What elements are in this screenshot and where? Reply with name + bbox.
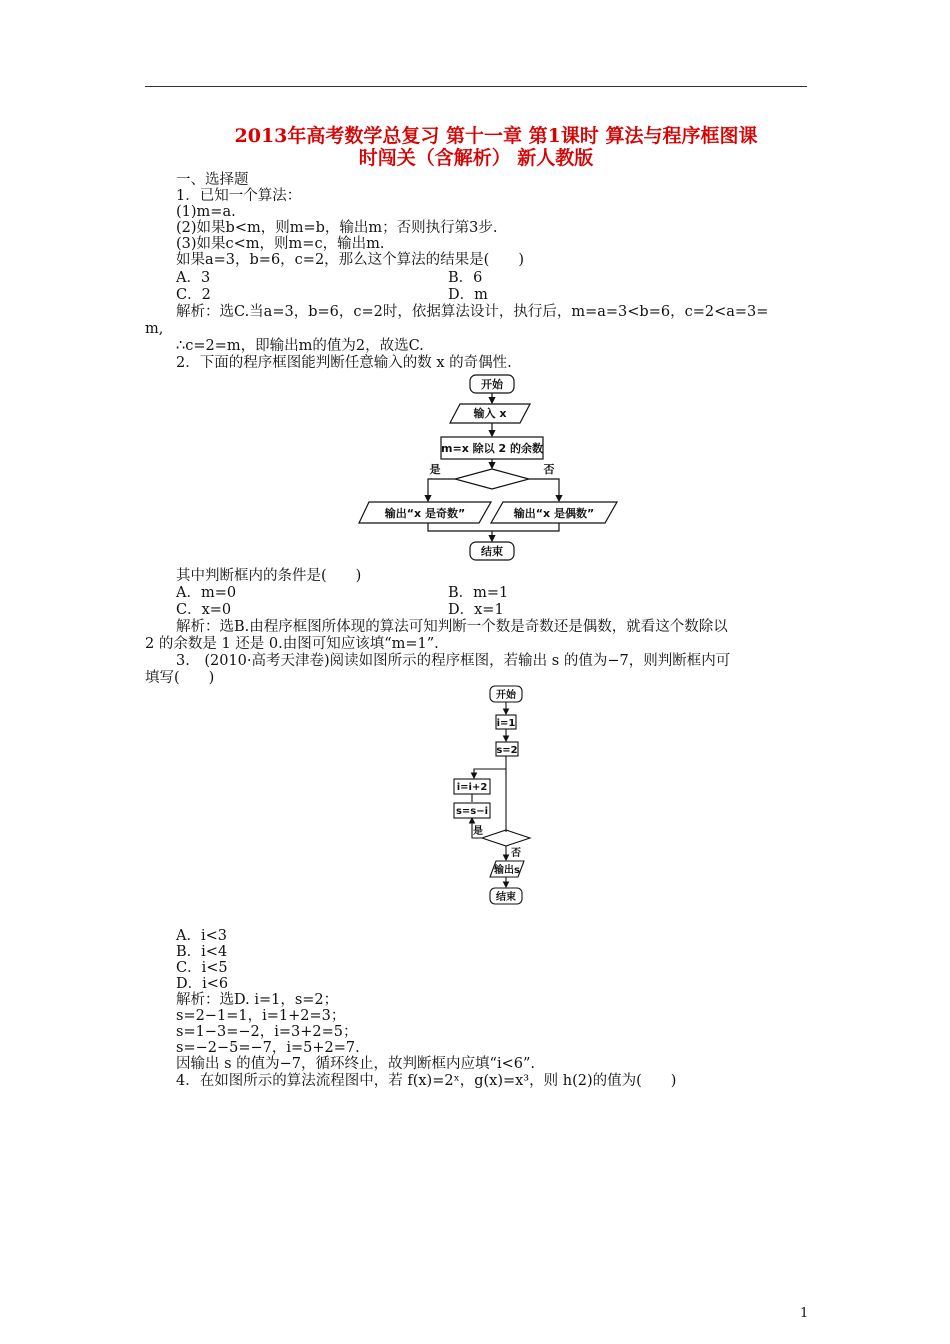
q1-step1: (1)m=a. (176, 204, 236, 220)
q3-update-i-label: i=i+2 (456, 782, 488, 793)
q1-stem: 1．已知一个算法： (176, 188, 302, 204)
q2-output-even-label: 输出“x 是偶数” (513, 507, 595, 520)
q3-start-label: 开始 (496, 690, 516, 701)
q3-no-label: 否 (511, 848, 521, 859)
q2-flowchart (355, 371, 625, 563)
q2-no-label: 否 (543, 463, 555, 476)
q2-analysis-2: 2 的余数是 1 还是 0.由图可知应该填“m=1”. (145, 636, 439, 652)
q1-step2: (2)如果b<m，则m=b，输出m；否则执行第3步. (176, 220, 498, 236)
q2-yes-label: 是 (429, 463, 441, 476)
q3-option-b: B．i<4 (176, 944, 228, 960)
q4-stem: 4．在如图所示的算法流程图中，若 f(x)=2ˣ，g(x)=x³，则 h(2)的值为( ) (176, 1073, 677, 1089)
q3-flowchart (440, 684, 550, 910)
q2-question: 其中判断框内的条件是( ) (176, 568, 362, 584)
q3-analysis-1: 解析：选D. i=1，s=2； (176, 992, 339, 1008)
q2-end-label: 结束 (481, 545, 503, 558)
header-rule (145, 86, 807, 87)
q1-option-b: B．6 (448, 270, 483, 286)
q1-option-c: C．2 (176, 287, 211, 303)
q3-analysis-5: 因输出 s 的值为−7，循环终止，故判断框内应填“i<6”. (176, 1056, 535, 1072)
q3-decision-diamond (482, 830, 530, 846)
section-heading: 一、选择题 (176, 172, 249, 188)
q3-analysis-3: s=1−3=−2，i=3+2=5； (176, 1024, 358, 1040)
q3-output-label: 输出s (494, 865, 520, 876)
q1-option-d: D．m (448, 287, 488, 303)
q1-analysis-2: m, (145, 321, 164, 337)
q2-option-d: D．x=1 (448, 602, 504, 618)
q2-stem: 2．下面的程序框图能判断任意输入的数 x 的奇偶性. (176, 355, 512, 371)
q1-analysis-1: 解析：选C.当a=3，b=6，c=2时，依据算法设计，执行后，m=a=3<b=6，c=2<a=3= (176, 304, 769, 320)
q2-decision-diamond (455, 469, 529, 489)
q3-init-s-label: s=2 (496, 745, 518, 756)
q2-process-label: m=x 除以 2 的余数 (441, 442, 543, 455)
q2-option-c: C．x=0 (176, 602, 232, 618)
q2-option-a: A．m=0 (176, 585, 237, 601)
q2-start-label: 开始 (481, 378, 503, 391)
q3-option-c: C．i<5 (176, 960, 228, 976)
q1-analysis-3: ∴c=2=m，即输出m的值为2，故选C. (176, 338, 424, 354)
q3-option-a: A．i<3 (176, 928, 227, 944)
q3-update-s-label: s=s−i (455, 806, 489, 817)
q2-option-b: B．m=1 (448, 585, 509, 601)
document-title-line1: 2013年高考数学总复习 第十一章 第1课时 算法与程序框图课 (234, 125, 758, 147)
q3-analysis-2: s=2−1=1，i=1+2=3； (176, 1008, 346, 1024)
q1-option-a: A．3 (176, 270, 211, 286)
q1-question: 如果a=3，b=6，c=2，那么这个算法的结果是( ) (176, 252, 524, 268)
q3-init-i-label: i=1 (496, 718, 516, 729)
q3-stem-2: 填写( ) (145, 670, 215, 686)
q3-yes-label: 是 (473, 826, 483, 837)
document-title-line2: 时闯关（含解析） 新人教版 (358, 147, 594, 169)
q3-analysis-4: s=−2−5=−7，i=5+2=7. (176, 1040, 360, 1056)
q3-option-d: D．i<6 (176, 976, 229, 992)
q3-end-label: 结束 (496, 892, 516, 903)
q2-analysis-1: 解析：选B.由程序框图所体现的算法可知判断一个数是奇数还是偶数，就看这个数除以 (176, 619, 728, 635)
q1-step3: (3)如果c<m，则m=c，输出m. (176, 236, 385, 252)
q3-stem-1: 3. (2010·高考天津卷)阅读如图所示的程序框图，若输出 s 的值为−7，则判断框内可 (176, 653, 731, 669)
q2-output-odd-label: 输出“x 是奇数” (384, 507, 466, 520)
page-number: 1 (800, 1306, 809, 1321)
q2-input-label: 输入 x (473, 407, 507, 420)
